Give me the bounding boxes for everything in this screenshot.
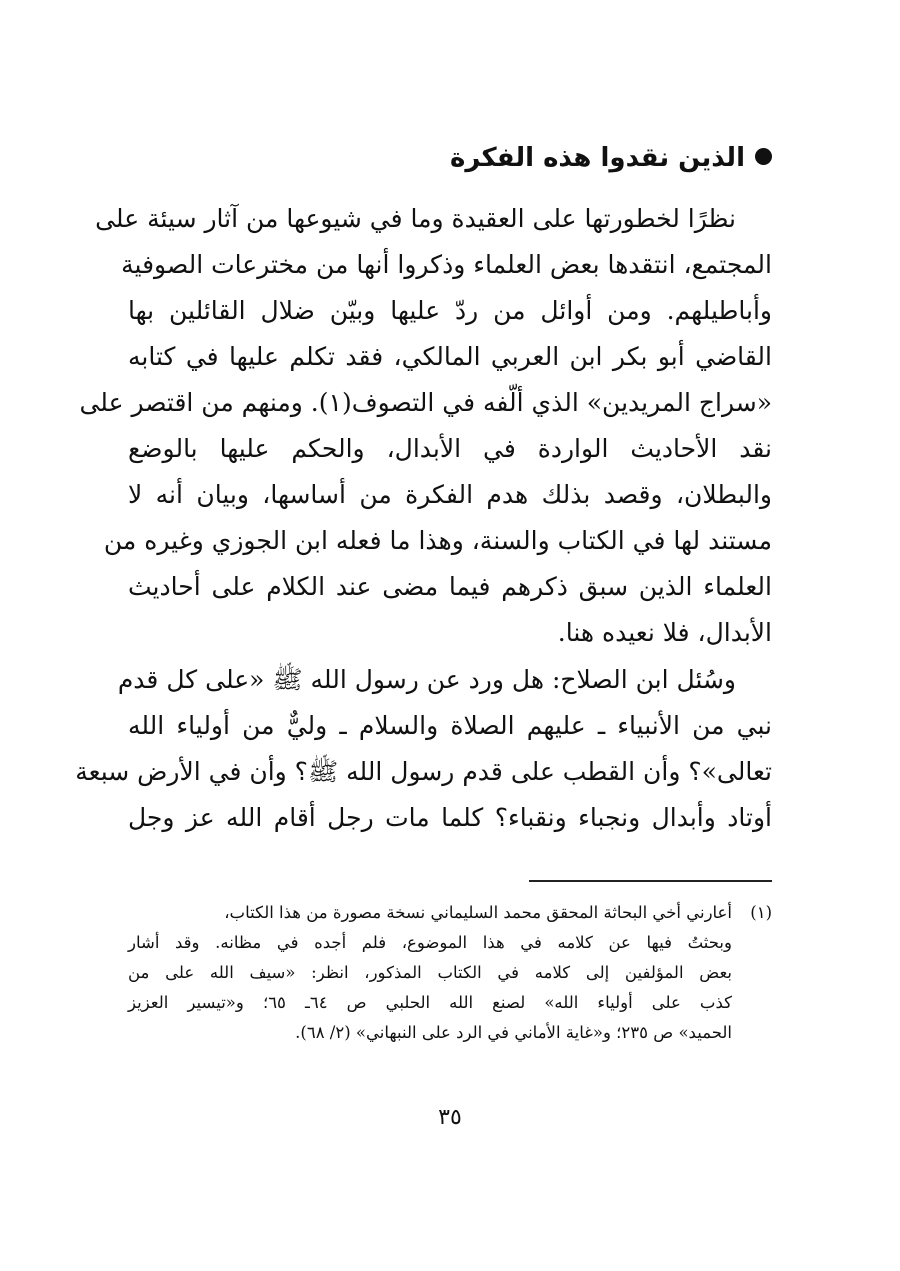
footnote-line-text: أعارني أخي البحاثة المحقق محمد السليماني نسخة مصورة من هذا الكتاب، [224, 903, 732, 922]
footnote-line: بعض المؤلفين إلى كلامه في الكتاب المذكور، انظر: «سيف الله على من [128, 963, 732, 982]
footnote-line [128, 898, 772, 928]
paragraph-line: نبي من الأنبياء ـ عليهم الصلاة والسلام ـ وليٌّ من أولياء الله [128, 711, 772, 740]
page-number: ٣٥ [438, 1105, 462, 1130]
paragraph-line: نظرًا لخطورتها على العقيدة وما في شيوعها من آثار سيئة على [95, 204, 736, 233]
paragraph-line: العلماء الذين سبق ذكرهم فيما مضى عند الكلام على أحاديث [128, 572, 772, 601]
section-heading [128, 138, 772, 178]
paragraph-line: نقد الأحاديث الواردة في الأبدال، والحكم عليها بالوضع [128, 434, 772, 463]
paragraph-line: الأبدال، فلا نعيده هنا. [557, 618, 772, 647]
paragraph-line: مستند لها في الكتاب والسنة، وهذا ما فعله ابن الجوزي وغيره من [103, 526, 772, 555]
footnote [128, 898, 772, 1048]
paragraph-line: المجتمع، انتقدها بعض العلماء وذكروا أنها من مخترعات الصوفية [121, 250, 772, 279]
footnote-number: (١) [750, 903, 772, 922]
paragraph-line: تعالى»؟ وأن القطب على قدم رسول الله ﷺ؟ وأن في الأرض سبعة [75, 757, 772, 786]
footnote-line: وبحثتُ فيها عن كلامه في هذا الموضوع، فلم أجده في مظانه. وقد أشار [128, 933, 732, 952]
footnote-line: الحميد» ص ٢٣٥؛ و«غاية الأماني في الرد على النبهاني» (٢/ ٦٨). [295, 1023, 732, 1042]
paragraph-line: وأباطيلهم. ومن أوائل من ردّ عليها وبيّن ضلال القائلين بها [128, 296, 772, 325]
paragraph-ibn-salah [75, 657, 772, 841]
paragraph-line: والبطلان، وقصد بذلك هدم الفكرة من أساسها، وبيان أنه لا [128, 480, 772, 509]
paragraph-critics [79, 196, 772, 656]
section-heading-text: الذين نقدوا هذه الفكرة [449, 143, 745, 173]
bullet-icon [755, 148, 772, 165]
paragraph-line: «سراج المريدين» الذي ألّفه في التصوف(١). ومنهم من اقتصر على [79, 388, 772, 417]
footnote-line: كذب على أولياء الله» لصنع الله الحلبي ص ٦٤ـ ٦٥؛ و«تيسير العزيز [128, 993, 732, 1012]
paragraph-line: وسُئل ابن الصلاح: هل ورد عن رسول الله ﷺ «على كل قدم [117, 665, 736, 694]
paragraph-line: القاضي أبو بكر ابن العربي المالكي، فقد تكلم عليها في كتابه [128, 342, 772, 371]
footnote-divider [529, 880, 772, 882]
paragraph-line: أوتاد وأبدال ونجباء ونقباء؟ كلما مات رجل أقام الله عز وجل [128, 803, 772, 832]
